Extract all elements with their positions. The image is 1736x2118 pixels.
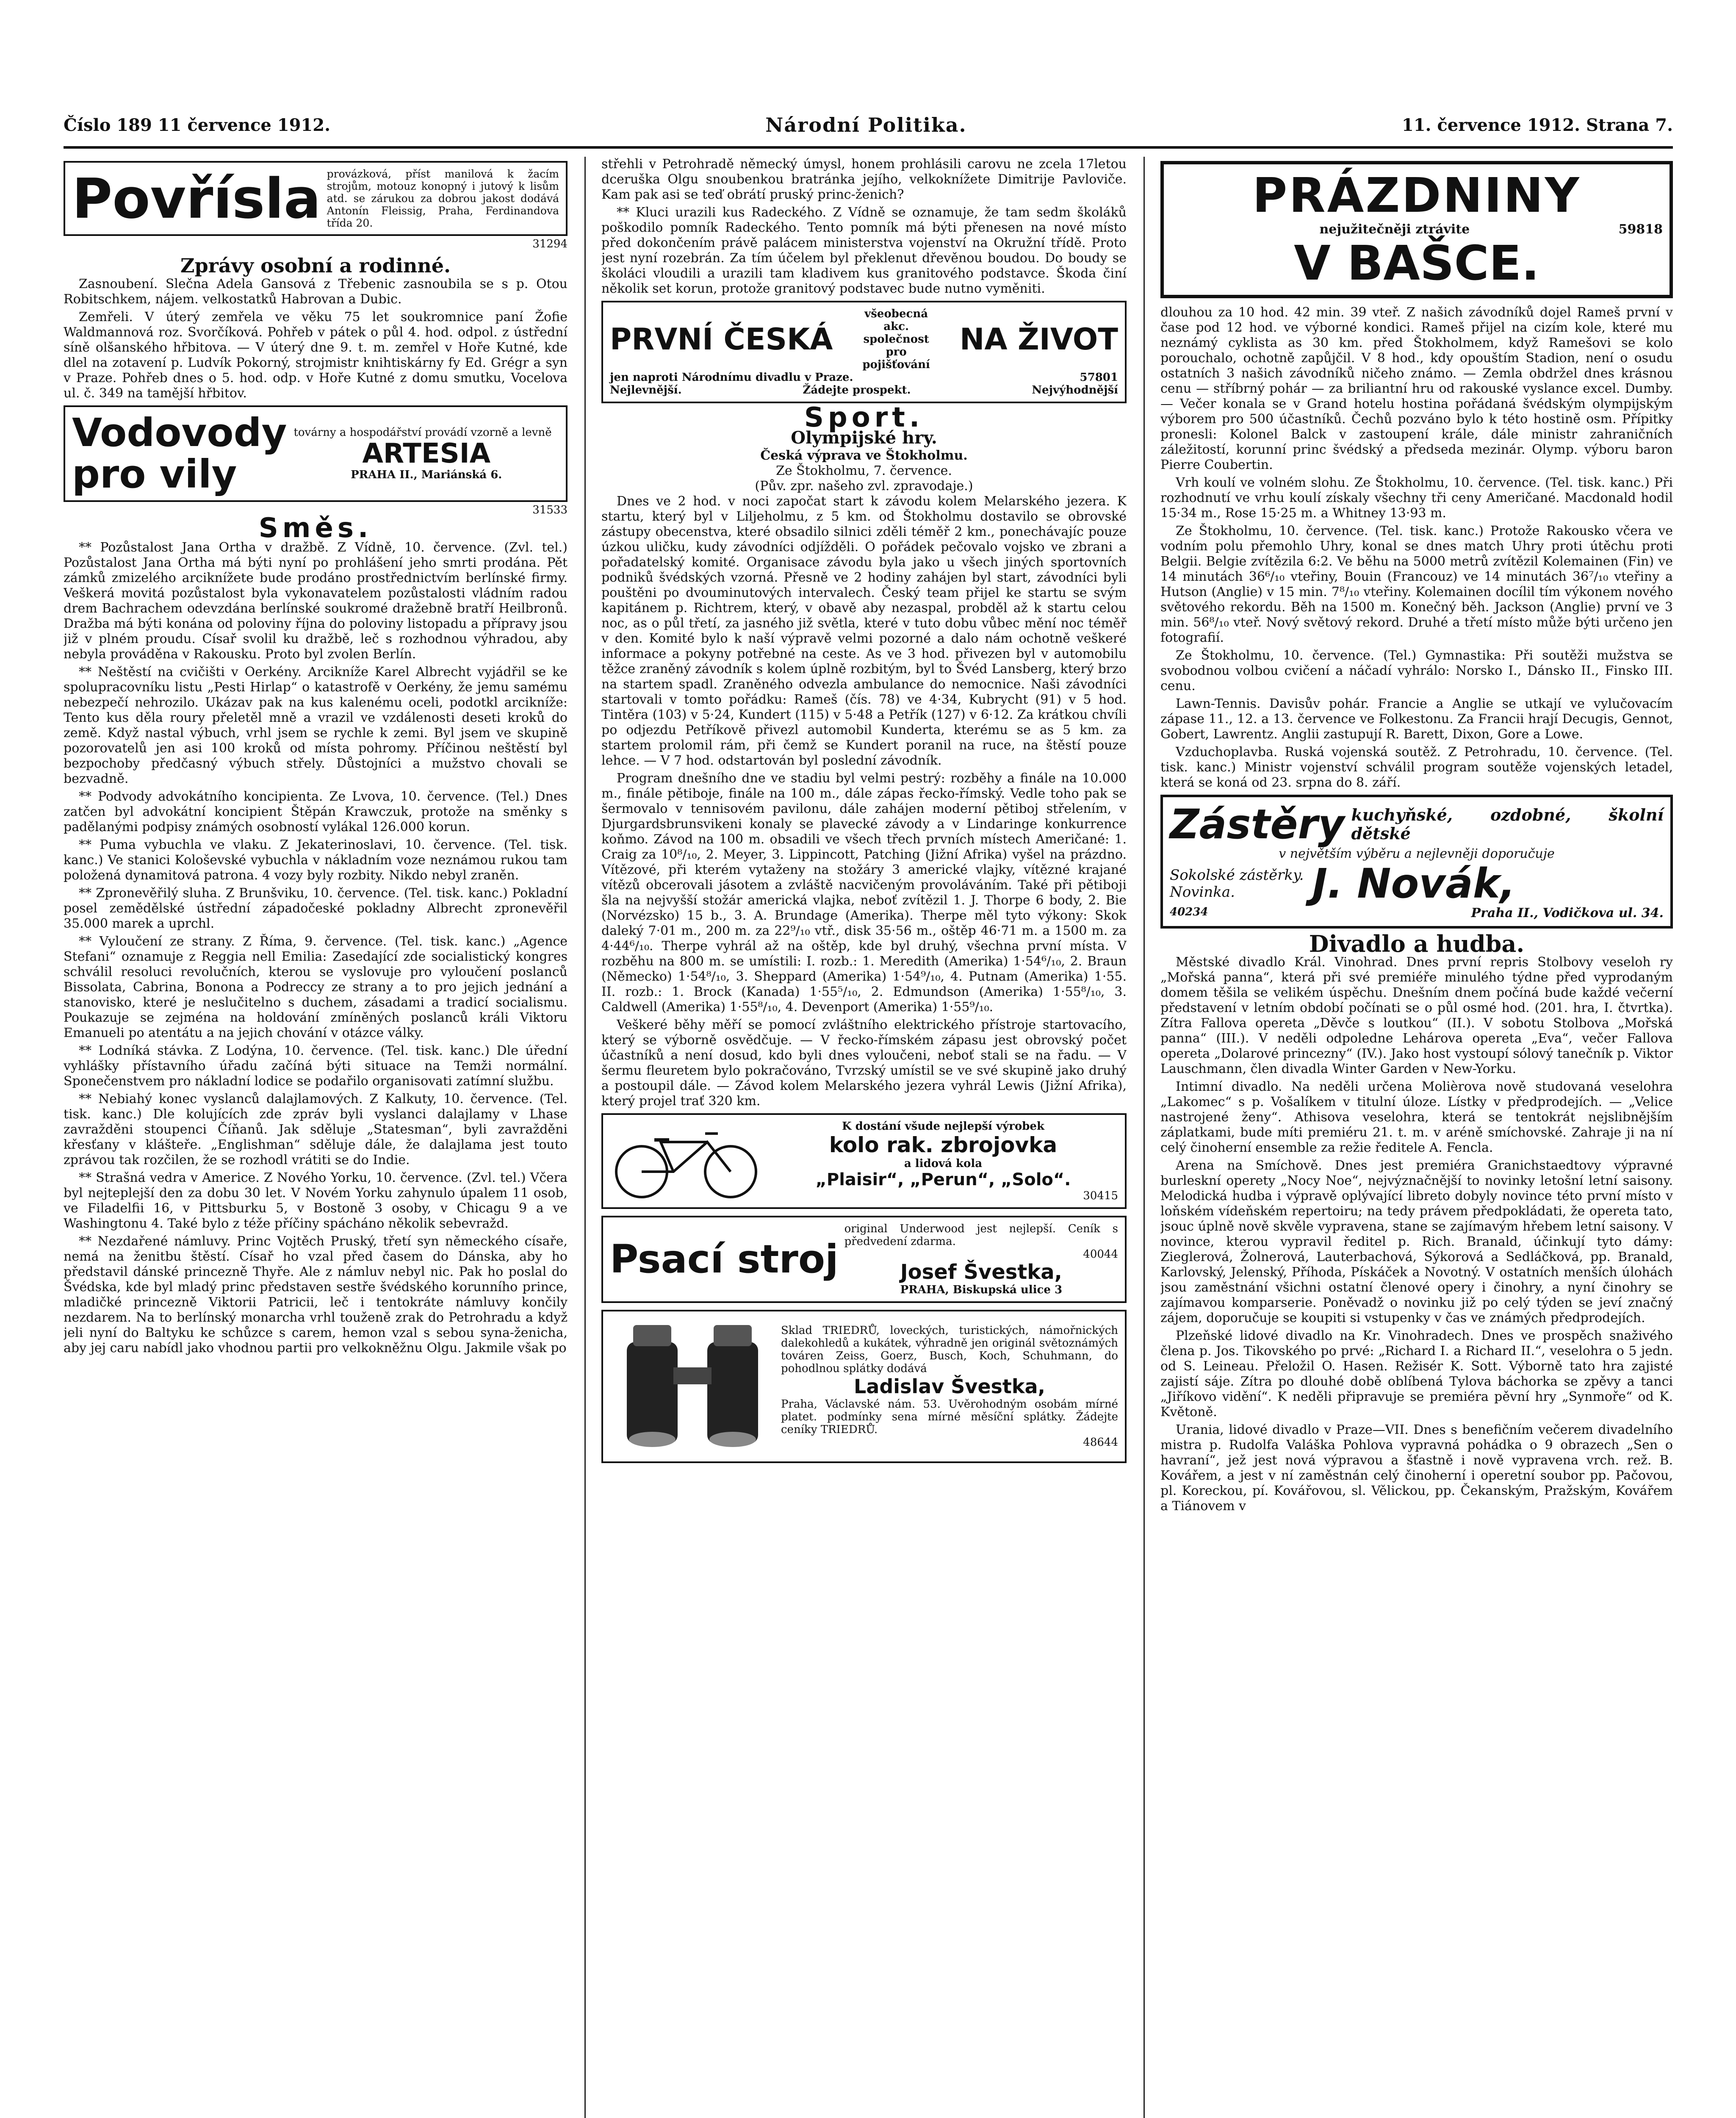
subheading-olympic: Olympijské hry. — [791, 428, 937, 448]
article-paragraph: ** Neštěstí na cvičišti v Oerkény. Arcikníže Karel Albrecht vyjádřil se ke spolupracovníku listu „Pesti Hirlap“ o katastrofě v Oerkény, že jemu samému nebezpečí nehrozilo. Ukázav pak na kus kalenému oceli, podotkl arcikníže: Tento kus děla roury přeletěl mně a vrazil ve vzdálenosti deseti kroků do země. Když nastal výbuch, vrhl jsem se rychle k zemi. Byl jsem ve skupině pozorovatelů jen asi 100 kroků od místa pohromy. Příčinou neštěstí byl bezpochoby předčasný výbuch střely. Důstojníci a mužstvo chovali se bezvadně. — [64, 665, 568, 786]
ad-zastery-line: v největším výběru a nejlevněji doporučuje — [1279, 846, 1555, 861]
ad-prazdniny — [1160, 161, 1673, 298]
ad-psaci-title: Psací stroj — [610, 1236, 839, 1282]
ad-code: 31533 — [532, 504, 568, 516]
article-paragraph: Vrh koulí ve volném slohu. Ze Štokholmu, 10. července. (Tel. tisk. kanc.) Při rozhodnutí ve vrhu koulí získaly všechny tři ceny Američané. Macdonald hodil 15·34 m., Rose 15·25 m. a Whitney 13·93 m. — [1160, 475, 1673, 521]
ad-code: 48644 — [1083, 1436, 1118, 1449]
article-paragraph: Vzduchoplavba. Ruská vojenská soutěž. Z Petrohradu, 10. července. (Tel. tisk. kanc.) Ministr vojenství schválil program soutěže vojenských letadel, která se koná od 23. srpna do 8. září. — [1160, 745, 1673, 790]
section-heading-zpravy: Zprávy osobní a rodinné. — [180, 254, 451, 277]
ad-prazdniny-title: PRÁZDNINY — [1252, 168, 1581, 223]
ad-povrisla — [64, 161, 568, 236]
ad-pojistovna-name2: NA ŽIVOT — [959, 322, 1118, 357]
ad-prazdniny-sub: nejužitečněji ztrávite — [1319, 222, 1470, 237]
column-3 — [1160, 157, 1673, 2118]
ad-triedr-name: Ladislav Švestka, — [853, 1375, 1046, 1398]
ad-zastery — [1160, 795, 1673, 929]
ad-artesia — [64, 405, 568, 502]
article-paragraph: Plzeňské lidové divadlo na Kr. Vinohradech. Dnes ve prospěch snaživého člena p. Jos. Tikovského po prvé: „Richard I. a Richard II.“, veselohra o 5 jedn. od S. Leineau. Přeložil O. Hasen. Režisér K. Sott. Výborně tato hra zajisté zajistí sáje. Zítra po dlouhé době oblíbená Tylova báchorka se zpěvy a tanci „Jiříkovo vidění“. K neděli připravuje se premiéra pěvní hry „Synmoře“ od K. Květoně. — [1160, 1328, 1673, 1419]
article-paragraph: Ze Štokholmu, 10. července. (Tel.) Gymnastika: Při soutěži mužstva se svobodnou volbou cvičení a náčadí vyhrálo: Norsko I., Dánsko II., Finsko III. cenu. — [1160, 648, 1673, 693]
header-masthead: Národní Politika. — [765, 114, 967, 136]
article-paragraph: Arena na Smíchově. Dnes jest premiéra Granichstaedtovy výpravné burleskní operety „Nocy Noe“, nejvýznačnější to novinky letošní letní saisony. Melodická hudba i výpravě oplývající libreto dobyly novince této první místo v loňském vídeňském repertoiru; na tedy právem předpokládati, že opereta tato, jsouc úplně nově skvěle vypravena, stane se zajímavým hřebem letní saisony. V novince, kterou vypravil ředitel p. Rich. Branald, účinkují tyto dámy: Zieglerová, Žolnerová, Lauterbachová, Sýkorová a Sedláčková, pp. Branald, Karlovský, Jelenský, Příhoda, Pískáček a Novotný. V ostatních menších úlohách jsou zaměstnání všichni ostatní členové opery i činohry, a nyní činohry se zajímavou komparserie. Poněvadž o novinku již po celý týden se jeví značný zájem, doporučuje se koupiti si vstupenky v čas ve známých předprodejích. — [1160, 1158, 1673, 1325]
ad-artesia-title1: Vodovody — [72, 410, 287, 455]
ad-psaci-text: original Underwood jest nejlepší. Ceník s předvedení zdarma. — [844, 1223, 1118, 1248]
ad-kola-mid: a lidová kola — [904, 1157, 983, 1170]
article-paragraph: Urania, lidové divadlo v Praze—VII. Dnes s benefičním večerem divadelního mistra p. Rudolfa Valáška Pohlova vypravná pohádka o 9 obrazech „Sen o havraní“, jež jest nová výpravou a šťastně i nově vypravena vrch. rež. B. Kovářem, a jest v ní zaměstnán celý činoherní i operetní soubor pp. Pačovou, pl. Koreckou, pí. Kovářovou, sl. Vělickou, pp. Čekanským, Pražským, Kovářem a Tiánovem v — [1160, 1422, 1673, 1514]
article-paragraph: ** Pozůstalost Jana Ortha v dražbě. Z Vídně, 10. července. (Zvl. tel.) Pozůstalost Jana Ortha má býti nyní po prohlášení jeho smrti prodána. Pět zámků zmizelého arciknížete bude prodáno prostřednictvím berlínské firmy. Veškerá movitá pozůstalost byla vykonavatelem pozůstalosti vládním radou drem Bachrachem odevzdána berlínské soukromé dražebně bratří Heilbronů. Dražba má býti konána od poloviny října do poloviny listopadu a přípravy jsou již v plném proudu. Císař svolil ku dražbě, leč s rozhodnou výhradou, aby nebyla prováděna v Rakousku. Proto byl zvolen Berlín. — [64, 540, 568, 662]
ad-code: 59818 — [1618, 222, 1663, 237]
ad-zastery-name: J. Novák, — [1312, 860, 1516, 907]
ad-code: 30415 — [1083, 1189, 1118, 1202]
article-paragraph: ** Nezdařené námluvy. Princ Vojtěch Pruský, třetí syn německého císaře, nemá na ženitbu štěstí. Císař ho vzal před časem do Dánska, aby ho představil dánské princezně Thyře. Ale z námluv nebyl nic. Pak ho poslal do Švédska, kde byl mladý princ představen sestře švédského korunního prince, mladičké princezně Viktorii Patricii, leč i tentokráte námluvy končily nezdarem. Na to berlínský monarcha vrhl touženě zrak do Petrohradu a když jeli nyní do Baltyku ke schůzce s carem, hemon vzal s sebou syna-ženicha, aby jej caru nabídl jako vhodnou partii pro velkokněžnu Olgu. Jakmile však po — [64, 1234, 568, 1356]
ad-kola — [601, 1113, 1127, 1209]
ad-pojistovna-tag1: Nejlevnější. — [610, 384, 682, 396]
ad-kola-names: „Plaisir“, „Perun“, „Solo“. — [815, 1170, 1071, 1189]
column-divider — [1143, 157, 1145, 2118]
header-left: Číslo 189 11 července 1912. — [64, 115, 330, 135]
article-paragraph: ** Kluci urazili kus Radeckého. Z Vídně se oznamuje, že tam sedm školáků poškodilo pomník Radeckého. Tento pomník má býti přenesen na nové místo před dokončením právě palácem ministerstva vojenství na Okružní třídě. Proto jest nyní rozebrán. Za tím účelem byl překlenut dřevěnou boudou. Do boudy se školáci vloudili a urazili tam kladivem kus granitového podstavce. Škoda činí několik set korun, protože granitový podstavec bude nutno vyměniti. — [601, 205, 1127, 296]
ad-code: 40234 — [1170, 906, 1208, 918]
ad-code: 57801 — [1080, 371, 1118, 384]
article-paragraph: Veškeré běhy měří se pomocí zvláštního elektrického přístroje startovacího, který se výborně osvědčuje. — V řecko-římském zápasu jest obrovský počet účastníků a není dosud, kdo byli dnes vyloučeni, neboť stali se na řadu. — V šermu fleuretem bylo pokračováno, Tvrzský umístil se ve své skupině jako druhý a postoupil dále. — Závod kolem Melarského jezera vyhrál Lewis (Jižní Afrika), který projel trať 320 km. — [601, 1017, 1127, 1109]
article-paragraph: ** Nebiahý konec vyslanců dalajlamových. Z Kalkuty, 10. července. (Tel. tisk. kanc.) Dle kolujících zde zpráv byli vyslanci dalajlamy v Lhase zavražděni stoupenci Číňanů. Jak sděluje „Statesman“, byli zavražděni křesťany v klášteře. „Englishman“ sděluje dále, že dalajlama jest touto zprávou tak rozčilen, že se rozhodl vrátiti se do Indie. — [64, 1092, 568, 1167]
ad-zastery-left1: Sokolské zástěrky. — [1170, 867, 1304, 884]
article-paragraph: Městské divadlo Král. Vinohrad. Dnes první repris Stolbovy veseloh ry „Mořská panna“, která při své premiéře minulého týdne před vyprodaným domem těšila se velikém úspěchu. Dnešním dnem počíná bude každé večerní představení v letním období počínati se o půl osmé hod. (201. hra, I. čtvrtka). Zítra Fallova opereta „Děvče s loutkou“ (II.). V sobotu Stolbova „Mořská panna“ (III.). V neděli odpoledne Lehárova opereta „Eva“, večer Fallova opereta „Dolarové princezny“ (IV.). Jako host vystoupí sólový tanečník p. Viktor Lauschmann, člen divadla Winter Garden v New-Yorku. — [1160, 955, 1673, 1076]
article-paragraph: ** Lodníká stávka. Z Lodýna, 10. července. (Tel. tisk. kanc.) Dle úřední vyhlášky přístavního úřadu začíná býti situace na Temži normální. Sponečenstvem pro nákladní lodice se podařilo organisovati zatímní službu. — [64, 1043, 568, 1089]
ad-kola-brand: kolo rak. zbrojovka — [829, 1133, 1058, 1157]
section-heading-smes: Směs. — [258, 513, 373, 544]
ad-zastery-right: kuchyňské, ozdobné, školní dětské — [1351, 805, 1664, 843]
column-2 — [601, 157, 1127, 2118]
source-note: (Pův. zpr. našeho zvl. zpravodaje.) — [755, 479, 973, 493]
ad-pojistovna-address: jen naproti Národnímu divadlu v Praze. — [610, 371, 853, 384]
article-paragraph: dlouhou za 10 hod. 42 min. 39 vteř. Z našich závodníků dojel Rameš první v čase pod 12 hod. ve výborné kondici. Rameš přijel na cizím kole, které mu neznámý cyklista as 30 km. před Štokholmem, když Ramešovi se kolo porouchalo, ochotně zapůjčil. V 8 hod., kdy opouštím Stadion, není o osudu ostatních 3 našich závodníků ničeho známo. — Zemla obdržel dnes krásnou cenu — stříbrný pohár — za briliantní hru od rakouské vyslance excel. Dumby. — Večer konala se v Grand hotelu hostina pořádaná švédským olympijským výborem pro 500 účastníků. Čechů pozváno bylo k této hostině osm. Přípitky pronesli: Kolonel Balck v zastoupení krále, dále ministr zahraničních záležitostí, korunní princ švédský a předseda mezinár. Olymp. výboru baron Pierre Coubertin. — [1160, 305, 1673, 472]
article-paragraph: Lawn-Tennis. Davisův pohár. Francie a Anglie se utkají ve vylučovacím zápase 11., 12. a 13. července ve Folkestonu. Za Francii hrají Decugis, Gennot, Gobert, Lawrentz. Anglii zastupují R. Barett, Dixon, Gore a Lowe. — [1160, 696, 1673, 742]
section-heading-divadlo: Divadlo a hudba. — [1309, 930, 1525, 957]
article-paragraph: ** Podvody advokátního koncipienta. Ze Lvova, 10. července. (Tel.) Dnes zatčen byl advokátní koncipient Štěpán Krawczuk, protože na směnky s padělanými podpisy známých osobností vylákal 126.000 korun. — [64, 789, 568, 834]
article-paragraph: Zemřeli. V úterý zemřela ve věku 75 let soukromnice paní Žofie Waldmannová roz. Svorčíková. Pohřeb v pátek o půl 4. hod. odpol. z ústřední síně olšanského hřbitova. — V úterý dne 9. t. m. zemřel v Hoře Kutné, kde dlel na zotavení p. Ludvík Pokorný, strojmistr knihtiskárny fy Ed. Grégr a syn v Praze. Pohřeb dnes o 5. hod. odp. v Hoře Kutné z domu smutku, Vocelova ul. č. 349 na tamější hřbitov. — [64, 310, 568, 401]
article-paragraph: ** Zpronevěřilý sluha. Z Brunšviku, 10. července. (Tel. tisk. kanc.) Pokladní posel zemědělské ústřední západočeské pokladny Albrecht zpronevěřil 35.000 marek a uprchl. — [64, 886, 568, 931]
column-divider — [584, 157, 586, 2118]
page-header — [64, 110, 1673, 140]
article-paragraph: Program dnešního dne ve stadiu byl velmi pestrý: rozběhy a finále na 10.000 m., finále pětiboje, finále na 100 m., dále zápas řecko-římský. Vedle toho pak se šermovalo v tennisovém pavilonu, dále zahájen moderní pětiboj střelením, v Djurgardsbrunsvikeni konaly se plavecké závody a v Lindaringe konkurrence koňmo. Závod na 100 m. obsadili ve všech třech prvních místech Američané: 1. Craig za 10⁸/₁₀, 2. Meyer, 3. Lippincott, Patching (Jižní Afrika) vyšel na prázdno. Vítězové, při kterém vytaženy na stožáry 3 americké vlajky, vítězné krajané vítězů obcerovali jásotem a zvláště nacvičeným provoláváním. Také při pětiboji šla na nejvyšší stožár americká vlajka, neboť zvítězil 1. J. Thorpe 6 body, 2. Bie (Norvézsko) 15 b., 3. A. Brundage (Amerika). Therpe měl tyto výkony: Skok daleký 7·01 m., 200 m. za 22⁹/₁₀ vtř., disk 35·56 m., oštěp 46·71 m. a 1500 m. za 4·44⁶/₁₀. Therpe vyhrál až na oštěp, kde byl druhý, všechna první místa. V rozběhu na 800 m. se umístili: I. rozb.: 1. Meredith (Amerika) 1·54⁶/₁₀, 2. Braun (Německo) 1·54⁸/₁₀, 3. Sheppard (Amerika) 1·54⁹/₁₀, 4. Putnam (Amerika) 1·55. II. rozb.: 1. Brock (Kanada) 1·55⁵/₁₀, 2. Edmundson (Amerika) 1·55⁸/₁₀, 3. Caldwell (Amerika) 1·55⁸/₁₀, 4. Devenport (Amerika) 1·55⁹/₁₀. — [601, 771, 1127, 1015]
ad-code: 40044 — [1083, 1248, 1118, 1261]
ad-artesia-address: PRAHA II., Mariánská 6. — [351, 469, 502, 481]
ad-kola-top: K dostání všude nejlepší výrobek — [842, 1120, 1044, 1133]
newspaper-page — [64, 59, 1673, 2118]
ad-pojistovna-mid2: pro pojišťování — [862, 346, 930, 371]
ad-pojistovna-tag2: Žádejte prospekt. — [803, 384, 911, 396]
ad-triedr-address: Praha, Václavské nám. 53. Uvěrohodným osobám mírné platet. podmínky sena mírné měsíční splátky. Žádejte ceníky TRIEDRŮ. — [781, 1398, 1118, 1436]
ad-pojistovna-mid1: všeobecná akc. společnost — [863, 308, 929, 346]
ad-povrisla-text: provázková, příst manilová k žacím strojům, motouz konopný i jutový k lisům atd. se zárukou za dobrou jakost dodává Antonín Fleissig, Praha, Ferdinandova třída 20. — [327, 168, 559, 229]
ad-code: 31294 — [532, 238, 568, 250]
ad-pojistovna — [601, 301, 1127, 403]
article-paragraph: Zasnoubení. Slečna Adela Gansová z Třebenic zasnoubila se s p. Otou Robitschkem, nájem. velkostatků Habrovan a Dubic. — [64, 277, 568, 307]
article-paragraph: ** Strašná vedra v Americe. Z Nového Yorku, 10. července. (Zvl. tel.) Včera byl nejteplejší den za dobu 30 let. V Novém Yorku zahynulo úpalem 11 osob, ve Filadelfii 16, v Pittsburku 5, v Bostoně 3 osoby, v Chicagu 9 a ve Washingtonu 4. Také bylo z téže příčiny spácháno několik sebevražd. — [64, 1170, 568, 1231]
ad-zastery-address: Praha II., Vodičkova ul. 34. — [1471, 906, 1664, 920]
ad-psaci-name: Josef Švestka, — [900, 1260, 1062, 1284]
ad-povrisla-title: Povřísla — [72, 166, 321, 231]
article-paragraph: Ze Štokholmu, 10. července. (Tel. tisk. kanc.) Protože Rakousko včera ve vodním polu přemohlo Uhry, konal se dnes match Uhry proti útěchu proti Belgii. Belgie zvítězila 6:2. Ve běhu na 5000 metrů zvítězil Kolemainen (Fin) ve 14 minutách 36⁶/₁₀ vteřiny, Bouin (Francouz) ve 14 minutách 36⁷/₁₀ vteřiny a Hutson (Anglie) v 15 min. 7⁸/₁₀ vteřiny. Kolemainen docílil tím výkonem nového světového rekordu. Běh na 1500 m. Konečný běh. Jackson (Anglie) první ve 3 min. 56⁸/₁₀ vteř. Nový světový rekord. Druhé a třetí místo může býti určeno jen fotografií. — [1160, 524, 1673, 645]
ad-artesia-text: továrny a hospodářství provádí vzorně a levně — [293, 426, 552, 439]
binoculars-illustration — [610, 1317, 775, 1456]
subheading-czech-team: Česká výprava ve Štokholmu. — [760, 448, 968, 463]
article-paragraph: Intimní divadlo. Na neděli určena Molièrova nově studovaná veselohra „Lakomec“ s p. Vošalíkem v titulní úloze. Lístky v předprodejích. — „Velice nastrojené ženy“. Athisova veselohra, která se tentokrát nejslibnějším záplatkami, bude míti premiéru 21. t. m. v aréně smíchovské. Zahraje ji na ní celý činoherní ensemble za režie ředitele A. Fencla. — [1160, 1079, 1673, 1155]
dateline: Ze Štokholmu, 7. července. — [776, 463, 952, 478]
article-paragraph: střehli v Petrohradě německý úmysl, honem prohlásili carovu ne zcela 17letou dceruška Olgu snoubenkou bratránka jejího, velkoknížete Dimitrije Pavloviče. Kam pak asi se teď obrátí pruský princ-ženich? — [601, 157, 1127, 202]
ad-zastery-title: Zástěry — [1170, 801, 1345, 848]
ad-artesia-brand: ARTESIA — [362, 438, 491, 469]
header-right: 11. července 1912. Strana 7. — [1401, 115, 1673, 135]
ad-triedr — [601, 1310, 1127, 1463]
bicycle-illustration — [610, 1123, 762, 1199]
ad-zastery-left2: Novinka. — [1170, 884, 1235, 901]
article-paragraph: Dnes ve 2 hod. v noci započat start k závodu kolem Melarského jezera. K startu, který byl v Liljeholmu, z 5 km. od Štokholmu dostavilo se obrovské zástupy obecenstva, které obsadilo silnici zděli téměř 2 km., ponechávajíc pouze úzkou uličku, kudy závodníci odjížděli. O pořádek pečovalo vojsko ve zbrani a pořadatelský komité. Organisace závodu byla jako u všech jiných sportovních podniků švédských vzorná. Přesně ve 2 hodiny zahájen byl start, závodníci byli pouštěni po dvouminutových intervalech. Český team přijel ke startu se svým kapitánem p. Richtrem, který, v obavě aby nezaspal, probděl až k startu celou noc, as o půl třetí, za jasného již světla, které v tuto dobu vůbec mění noc téměř v den. Komité bylo k naší výpravě velmi pozorné a dalo nám ochotně veškeré informace a pokyny potřebné na ceste. As ve 3 hod. přivezen byl v automobilu těžce zraněný závodník s kolem úplně rozbitým, byl to Švéd Lansberg, který brzo na startem spadl. Zraněného odvezla ambulance do nemocnice. Naši závodníci startovali v tomto pořádku: Rameš (čís. 78) ve 4·34, Kubrycht (91) v 5 hod. Tintěra (103) v 5·24, Kundert (115) v 5·48 a Petřík (127) v 6·12. Za krátkou chvíli po odjezdu Petříkově přivezl automobil Kunderta, kterému se as 5 km. za startem prolomil rám, při čemž se Kundert poranil na ruce, na štěstí pouze lehce. — V 7 hod. odstartován byl poslední závodník. — [601, 494, 1127, 768]
ad-triedr-text: Sklad TRIEDRŮ, loveckých, turistických, námořnických dalekohledů a kukátek, výhradně jen originál světoznámých továren Zeiss, Goerz, Busch, Koch, Schuhmann, do pohodlnou splátky dodává — [781, 1324, 1118, 1375]
header-rule — [64, 146, 1673, 149]
ad-pojistovna-tag3: Nejvýhodnější — [1032, 384, 1118, 396]
article-paragraph: ** Vyloučení ze strany. Z Říma, 9. července. (Tel. tisk. kanc.) „Agence Stefani“ oznamuje z Reggia nell Emilia: Zasedající zde socialistický kongres schválil resoluci revolučních, kterou se vyslovuje pro vyloučení poslanců Bissolata, Cabrina, Bonona a Podreccy ze strany a to pro jejich jednání a stanovisko, které je neslučitelno s duchem, zásadami a tradicí socialismu. Poukazuje se zejména na holdování zmíněných poslanců králi Viktoru Emanueli po atentátu a na jejich chování v otázce války. — [64, 934, 568, 1040]
article-paragraph: ** Puma vybuchla ve vlaku. Z Jekaterinoslavi, 10. července. (Tel. tisk. kanc.) Ve stanici Kološevské vybuchla v nákladním voze neznámou rukou tam položená dynamitová patrona. 4 vozy byly rozbity. Nikdo nebyl zraněn. — [64, 837, 568, 883]
ad-psaci-stroj — [601, 1216, 1127, 1303]
section-heading-sport: Sport. — [804, 402, 924, 433]
ad-prazdniny-bottom: V BAŠCE. — [1294, 236, 1539, 291]
ad-pojistovna-name1: PRVNÍ ČESKÁ — [610, 322, 833, 357]
ad-artesia-title2: pro vily — [72, 452, 237, 497]
column-1 — [64, 157, 568, 2118]
ad-psaci-address: PRAHA, Biskupská ulice 3 — [900, 1284, 1063, 1296]
